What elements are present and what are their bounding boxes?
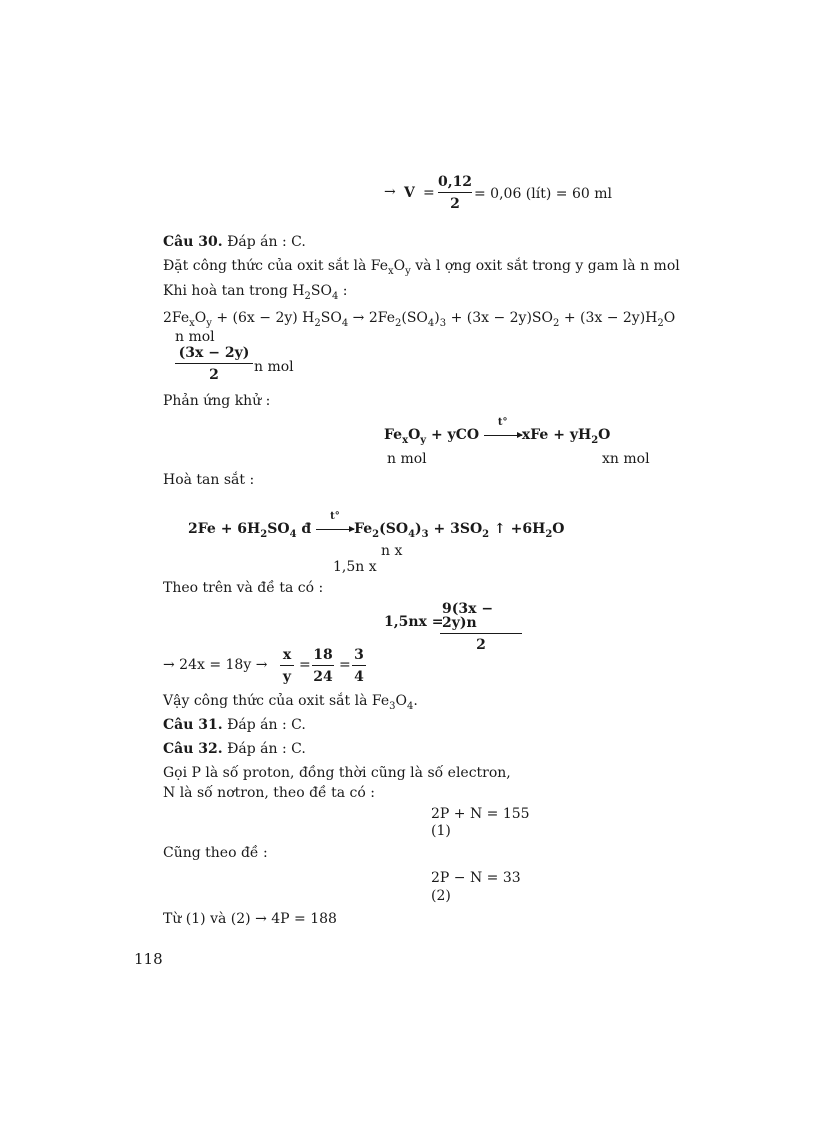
fraction-denominator: y — [280, 665, 294, 684]
text-span: + 3SO — [428, 521, 483, 537]
text-span: SO — [267, 521, 290, 537]
fraction-numerator: 0,12 — [437, 174, 473, 190]
subscript: 2 — [657, 318, 664, 329]
subscript: 2 — [260, 529, 268, 540]
subscript: 2 — [395, 318, 402, 329]
text-according: Theo trên và đề ta có : — [163, 580, 324, 596]
fraction-numerator: x — [282, 647, 292, 663]
heat-label: t° — [497, 417, 508, 428]
fraction-numerator: 9(3x − 2y)n — [442, 601, 494, 631]
subscript: 4 — [427, 318, 435, 329]
question-32 — [163, 742, 306, 756]
text-span: + yCO — [426, 427, 480, 443]
equals-sign: = — [423, 185, 435, 201]
answer-text: Đáp án : C. — [227, 741, 306, 757]
subscript: 2 — [553, 318, 560, 329]
fraction-denominator: 2 — [175, 363, 253, 382]
text-span: 2Fe + 6H — [188, 521, 261, 537]
text-from-1-2: Từ (1) và (2) → 4P = 188 — [163, 911, 337, 927]
text-span: O — [393, 258, 406, 274]
text-span: O — [408, 427, 421, 443]
subscript: 2 — [304, 291, 311, 302]
fraction-numerator: 3 — [354, 647, 364, 663]
equation-proton-sum: 2P + N = 155 — [431, 806, 530, 822]
heat-arrow — [484, 417, 522, 442]
volume-variable: V — [404, 185, 415, 201]
equation-3 — [188, 511, 565, 540]
subscript: 2 — [314, 318, 321, 329]
ratio-3-4 — [352, 648, 366, 684]
fraction-denominator: 24 — [312, 665, 334, 684]
heat-label: t° — [330, 511, 340, 522]
volume-fraction — [438, 175, 472, 211]
mole-fraction — [175, 346, 253, 382]
mole-nx: n x — [381, 543, 403, 559]
text-span: SO — [310, 283, 332, 299]
subscript: y — [420, 435, 427, 446]
text-span: đ — [296, 521, 312, 537]
fraction-numerator: (3x − 2y) — [178, 345, 250, 361]
text-span: Vậy công thức của oxit sắt là Fe — [163, 693, 390, 709]
question-label: Câu 30. — [163, 234, 223, 250]
text-span: + (3x − 2y)H — [559, 310, 658, 326]
subscript: x — [402, 435, 409, 446]
text-line-formula — [163, 258, 680, 277]
text-span: SO — [320, 310, 342, 326]
text-span: 2Fe — [163, 310, 190, 326]
fraction-numerator: 18 — [313, 647, 333, 663]
fraction-denominator: 4 — [352, 665, 366, 684]
text-span: (SO — [379, 521, 409, 537]
text-span: O — [663, 310, 676, 326]
text-span: + (3x − 2y)SO — [446, 310, 553, 326]
equation-5-left: → 24x = 18y → — [163, 657, 268, 673]
subscript: 2 — [482, 529, 490, 540]
equation-proton-diff: 2P − N = 33 — [431, 870, 521, 886]
text-span: (SO — [401, 310, 428, 326]
equals-sign: = — [339, 657, 351, 673]
subscript: 3 — [389, 701, 396, 712]
answer-text: Đáp án : C. — [227, 717, 306, 733]
text-span: Khi hoà tan trong H — [163, 283, 305, 299]
question-31 — [163, 718, 306, 732]
text-proton: Gọi P là số proton, đồng thời cũng là số electron, — [163, 765, 511, 781]
text-span: và l ợng oxit sắt trong y gam là n mol — [410, 258, 680, 274]
arrow-line — [316, 529, 354, 530]
subscript: 2 — [545, 529, 553, 540]
subscript: 4 — [289, 529, 297, 540]
text-span: Fe — [384, 427, 403, 443]
fraction-denominator: 2 — [438, 192, 472, 211]
text-span: → 2Fe — [348, 310, 395, 326]
section-dissolve-iron: Hoà tan sắt : — [163, 472, 255, 488]
question-label: Câu 32. — [163, 741, 223, 757]
subscript: 2 — [372, 529, 380, 540]
equation-2 — [384, 417, 611, 446]
text-span: O — [598, 427, 611, 443]
mole-15nx: 1,5n x — [333, 559, 377, 575]
text-span: ) — [434, 310, 440, 326]
text-span: . — [413, 693, 418, 709]
fraction-denominator: 2 — [440, 633, 522, 652]
mole-left: n mol — [387, 451, 427, 467]
text-span: : — [338, 283, 348, 299]
equation-number-1: (1) — [431, 823, 451, 839]
subscript: x — [189, 318, 195, 329]
equals-sign: = — [299, 657, 311, 673]
text-neutron: N là số nơtron, theo đề ta có : — [163, 785, 375, 801]
question-label: Câu 31. — [163, 717, 223, 733]
arrow-line — [484, 435, 522, 436]
mole-right: xn mol — [602, 451, 650, 467]
subscript: 4 — [408, 529, 416, 540]
question-30 — [163, 235, 306, 249]
answer-text: Đáp án : C. — [227, 234, 306, 250]
subscript: 3 — [421, 529, 429, 540]
text-span: Đặt công thức của oxit sắt là Fe — [163, 258, 389, 274]
subscript: y — [405, 266, 411, 277]
text-span: xFe + yH — [521, 427, 592, 443]
text-span: Fe — [354, 521, 373, 537]
text-also: Cũng theo đề : — [163, 845, 268, 861]
arrow-symbol: → — [384, 184, 396, 200]
subscript: 2 — [591, 435, 599, 446]
text-line-dissolve — [163, 283, 348, 302]
equation-4-fraction — [440, 602, 522, 652]
mole-unit: n mol — [254, 359, 294, 375]
subscript: 4 — [406, 701, 414, 712]
text-span: + (6x − 2y) H — [211, 310, 315, 326]
equation-number-2: (2) — [431, 888, 451, 904]
ratio-xy — [280, 648, 294, 684]
volume-result: = 0,06 (lít) = 60 ml — [474, 186, 612, 202]
ratio-18-24 — [312, 648, 334, 684]
equation-4-left: 1,5nx = — [384, 614, 444, 630]
heat-arrow — [316, 511, 354, 536]
equation-1 — [163, 310, 676, 329]
text-span: O — [552, 521, 565, 537]
conclusion-line — [163, 693, 418, 712]
section-reduction: Phản ứng khử : — [163, 393, 271, 409]
text-span: ) — [415, 521, 422, 537]
subscript: 4 — [331, 291, 339, 302]
subscript: x — [388, 266, 394, 277]
text-span: O — [194, 310, 207, 326]
subscript: 3 — [439, 318, 447, 329]
mole-amount: n mol — [175, 329, 215, 345]
subscript: y — [206, 318, 212, 329]
subscript: 4 — [341, 318, 349, 329]
text-span: O — [395, 693, 407, 709]
text-span: ↑ +6H — [489, 521, 546, 537]
page-number: 118 — [134, 950, 163, 968]
